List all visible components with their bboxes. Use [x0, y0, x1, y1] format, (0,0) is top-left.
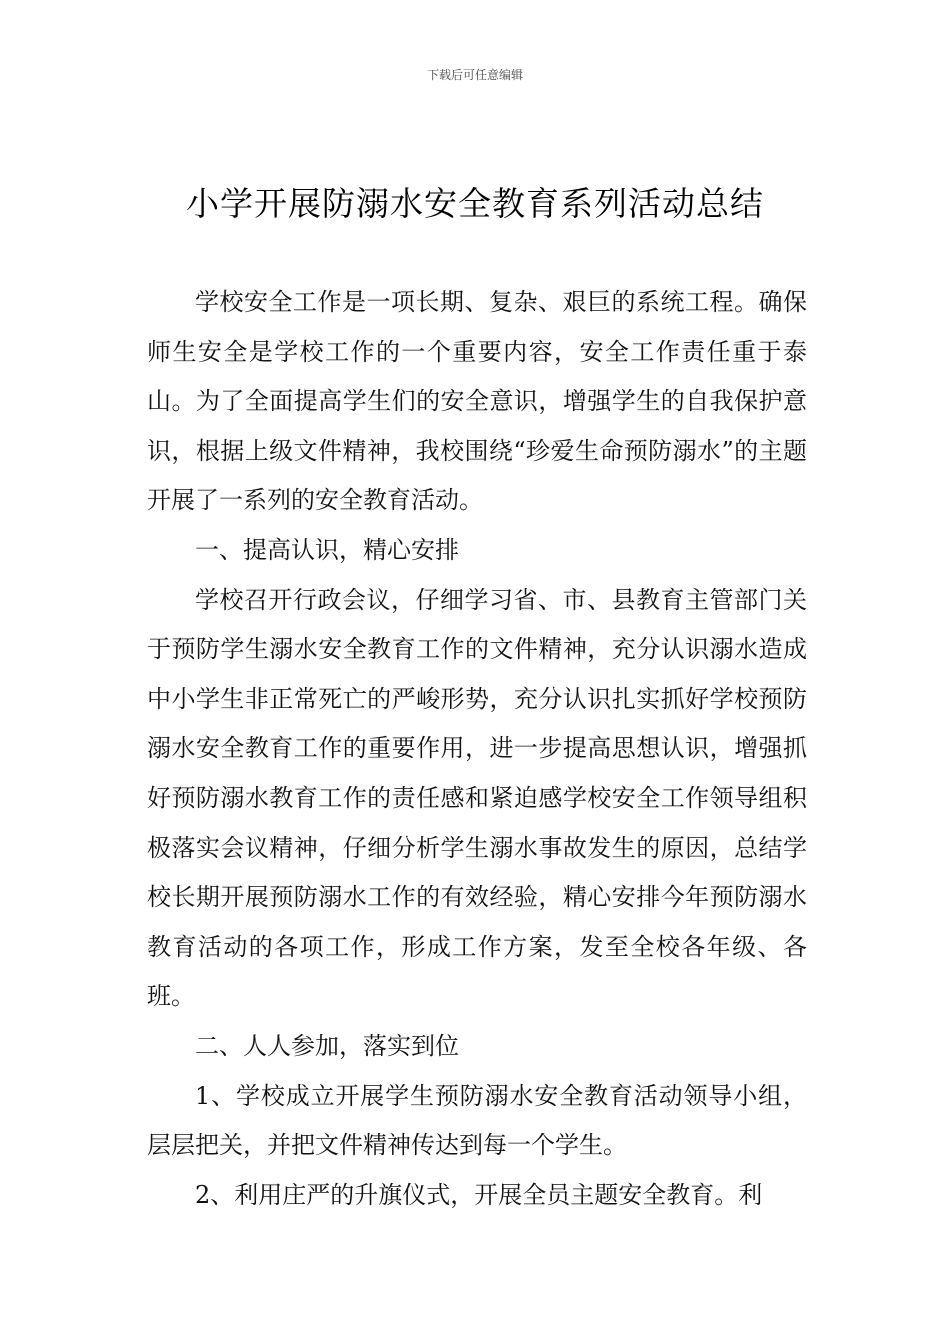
paragraph-section-1: 学校召开行政会议，仔细学习省、市、县教育主管部门关于预防学生溺水安全教育工作的文件精神，充分认识溺水造成中小学生非正常死亡的严峻形势，充分认识扎实抓好学校预防溺水安全教育工作的重要作用，进一步提高思想认识，增强抓好预防溺水教育工作的责任感和紧迫感学校安全工作领导组积极落实会议精神，仔细分析学生溺水事故发生的原因，总结学校长期开展预防溺水工作的有效经验，精心安排今年预防溺水教育活动的各项工作，形成工作方案，发至全校各年级、各班。	[147, 585, 807, 1011]
paragraph-item-1: 1、学校成立开展学生预防溺水安全教育活动领导小组，层层把关，并把文件精神传达到每一个学生。	[147, 1081, 807, 1160]
header-note: 下载后可任意编辑	[426, 68, 523, 82]
section-heading-1: 一、提高认识，精心安排	[195, 535, 459, 564]
document-body	[147, 278, 807, 1220]
document-title: 小学开展防溺水安全教育系列活动总结	[186, 184, 764, 223]
section-heading-2: 二、人人参加，落实到位	[195, 1031, 459, 1060]
paragraph-item-2: 2、利用庄严的升旗仪式，开展全员主题安全教育。利	[195, 1180, 763, 1209]
paragraph-intro: 学校安全工作是一项长期、复杂、艰巨的系统工程。确保师生安全是学校工作的一个重要内容，安全工作责任重于泰山。为了全面提高学生们的安全意识，增强学生的自我保护意识，根据上级文件精神，我校围绕“珍爱生命预防溺水”的主题开展了一系列的安全教育活动。	[147, 288, 807, 515]
